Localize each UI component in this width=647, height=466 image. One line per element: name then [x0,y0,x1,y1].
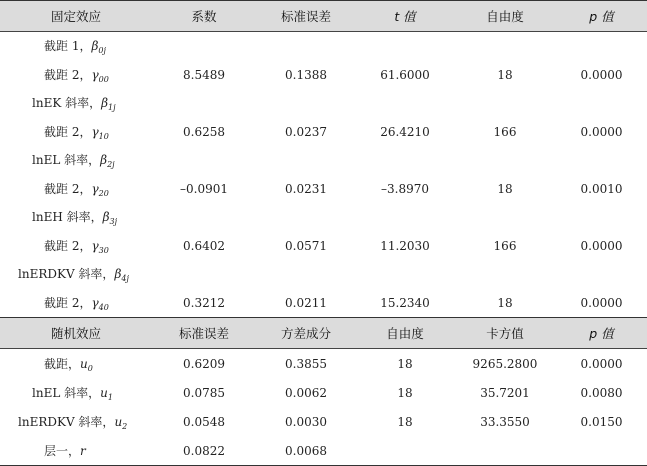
table-row [0,407,647,436]
cell-p-value [556,32,647,61]
cell-df: 18 [397,356,413,371]
row-label-text: 截距 1， [44,39,92,54]
cell-coefficient [152,32,256,61]
row-label-text: 截距 2， [44,238,92,253]
header-variance-component: 方差成分 [256,318,356,349]
cell-coefficient [152,146,256,175]
header-df: 自由度 [454,1,556,32]
row-label-symbol: u [80,356,88,371]
row-label-symbol: β [101,96,109,111]
cell-std-error [256,260,356,289]
cell-coefficient: 0.6402 [183,238,225,253]
cell-t-value [356,203,454,232]
cell-t-value: 11.2030 [380,238,430,253]
row-label-symbol: β [100,153,108,168]
cell-p-value: 0.0010 [580,181,623,196]
row-label-subscript: 30 [98,245,109,255]
row-label-subscript: 3j [109,217,118,227]
row-label-subscript: 0j [98,46,106,56]
row-label-symbol: β [91,39,99,54]
row-label [0,203,152,232]
random-effects-header [0,318,647,349]
cell-std-error: 0.6209 [183,356,225,371]
row-label-subscript: 1j [108,103,116,113]
table-row [0,289,647,318]
row-label [0,436,152,466]
row-label-text: lnEK 斜率， [32,96,102,111]
cell-p-value [556,260,647,289]
row-label-symbol: γ [91,124,99,139]
row-label [0,260,152,289]
cell-p-value [556,203,647,232]
cell-p-value [556,436,647,466]
cell-chi-square: 35.7201 [480,385,530,400]
cell-std-error: 0.0548 [183,414,225,429]
cell-coefficient [152,203,256,232]
cell-df: 18 [497,181,513,196]
cell-t-value [356,89,454,118]
cell-coefficient: 0.3212 [183,295,225,310]
cell-df: 18 [397,385,413,400]
cell-df: 18 [497,295,513,310]
cell-std-error: 0.0211 [285,295,327,310]
table-row [0,175,647,204]
cell-t-value: –3.8970 [381,181,429,196]
cell-p-value: 0.0080 [580,385,623,400]
cell-variance-component: 0.0030 [285,414,327,429]
row-label-symbol: u [100,385,108,400]
fixed-effects-body [0,32,647,318]
row-label-subscript: 10 [98,131,109,141]
cell-std-error: 0.0231 [285,181,327,196]
cell-df [454,89,556,118]
row-label-symbol: γ [91,67,99,82]
cell-coefficient: 0.6258 [183,124,225,139]
cell-chi-square: 9265.2800 [472,356,538,371]
cell-t-value: 26.4210 [380,124,430,139]
table-row [0,146,647,175]
header-std-error-random: 标准误差 [152,318,256,349]
row-label-symbol: r [80,444,86,458]
cell-df [454,203,556,232]
row-label-subscript: 2j [107,160,115,170]
table-row [0,260,647,289]
random-effects-body [0,349,647,466]
table-row [0,378,647,407]
header-coefficient: 系数 [152,1,256,32]
header-random-effect: 随机效应 [0,318,152,349]
row-label-subscript: 40 [98,302,109,312]
row-label [0,146,152,175]
cell-p-value: 0.0000 [580,238,623,253]
cell-std-error [256,203,356,232]
header-fixed-effect: 固定效应 [0,1,152,32]
cell-std-error [256,89,356,118]
cell-t-value [356,260,454,289]
cell-t-value [356,146,454,175]
row-label [0,232,152,261]
row-label-subscript: 2 [122,421,128,431]
cell-chi-square: 33.3550 [480,414,530,429]
cell-p-value [556,146,647,175]
header-chi-square: 卡方值 [454,318,556,349]
header-std-error: 标准误差 [256,1,356,32]
cell-t-value: 15.2340 [380,295,430,310]
cell-p-value: 0.0000 [580,124,623,139]
row-label-text: lnEL 斜率， [32,153,101,168]
row-label-text: 截距， [44,356,81,371]
cell-df: 166 [493,238,517,253]
row-label-subscript: 1 [107,392,113,402]
row-label-subscript: 4j [121,274,129,284]
cell-coefficient: 8.5489 [183,67,225,82]
header-df-random: 自由度 [356,318,454,349]
cell-df [454,32,556,61]
cell-std-error: 0.0785 [183,385,225,400]
cell-std-error: 0.1388 [285,67,327,82]
cell-std-error: 0.0822 [152,436,256,466]
cell-df: 18 [397,414,413,429]
header-p-value: p 值 [556,1,647,32]
cell-coefficient: –0.0901 [180,181,228,196]
row-label [0,32,152,61]
row-label-subscript: 20 [98,188,109,198]
cell-std-error: 0.0237 [285,124,327,139]
cell-df [356,436,454,466]
cell-df: 18 [497,67,513,82]
table-row [0,349,647,379]
row-label [0,349,152,379]
cell-variance-component: 0.0068 [256,436,356,466]
cell-coefficient [152,89,256,118]
row-label [0,61,152,90]
row-label-text: lnEL 斜率， [32,385,101,400]
cell-p-value [556,89,647,118]
cell-variance-component: 0.3855 [285,356,327,371]
row-label-symbol: u [114,414,123,429]
table-row [0,32,647,61]
cell-p-value: 0.0150 [580,414,623,429]
row-label-text: lnERDKV 斜率， [18,267,115,282]
cell-coefficient [152,260,256,289]
row-label-text: 截距 2， [44,181,92,196]
table-row [0,232,647,261]
cell-chi-square [454,436,556,466]
cell-df [454,146,556,175]
row-label-text: 截距 2， [44,67,92,82]
cell-df: 166 [493,124,517,139]
row-label-text: lnERDKV 斜率， [18,414,115,429]
row-label-symbol: β [114,267,122,282]
table-row [0,203,647,232]
cell-p-value: 0.0000 [580,67,623,82]
row-label-text: 层一， [44,444,81,458]
row-label-symbol: γ [91,181,99,196]
row-label-subscript: 00 [98,74,109,84]
row-label-text: 截距 2， [44,124,92,139]
cell-std-error [256,32,356,61]
row-label-subscript: 0 [87,363,93,373]
header-p-value-random: p 值 [556,318,647,349]
cell-variance-component: 0.0062 [285,385,327,400]
row-label-symbol: γ [91,295,99,310]
table-row [0,118,647,147]
fixed-effects-header [0,1,647,32]
row-label [0,289,152,318]
table-row [0,61,647,90]
cell-df [454,260,556,289]
row-label [0,118,152,147]
row-label-symbol: γ [91,238,99,253]
row-label-text: 截距 2， [44,295,92,310]
row-label [0,175,152,204]
cell-t-value: 61.6000 [380,67,430,82]
row-label [0,407,152,436]
row-label-text: lnEH 斜率， [32,210,103,225]
cell-t-value [356,32,454,61]
row-label-symbol: β [102,210,110,225]
cell-p-value: 0.0000 [580,295,623,310]
cell-std-error [256,146,356,175]
cell-p-value: 0.0000 [580,356,623,371]
cell-std-error: 0.0571 [285,238,327,253]
table-row [0,436,647,466]
row-label [0,378,152,407]
row-label [0,89,152,118]
table-row [0,89,647,118]
header-t-value: t 值 [356,1,454,32]
